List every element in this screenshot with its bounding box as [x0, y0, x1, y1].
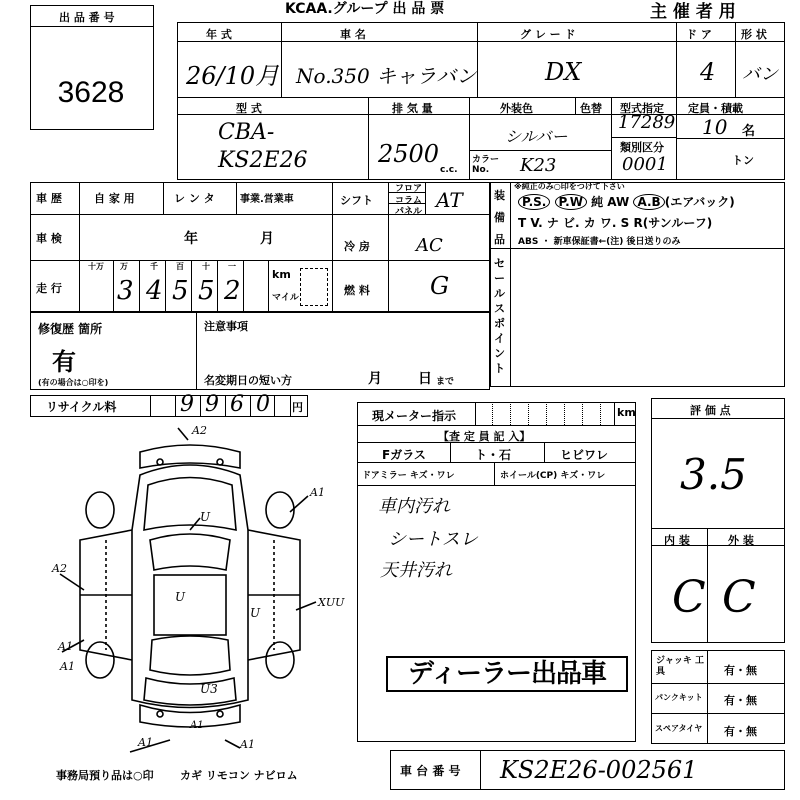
color-change-label: 色替	[580, 102, 602, 115]
hood	[144, 478, 236, 531]
ac-label: 冷 房	[344, 240, 370, 253]
shift-label: シフト	[340, 194, 373, 207]
office-note: 事務局預り品は○印	[56, 769, 154, 782]
exterior-label: 外 装	[728, 534, 754, 547]
color-value: シルバー	[505, 127, 568, 146]
mileage-digit-5: 5	[198, 276, 215, 306]
evaluation-label: 評 価 点	[690, 404, 731, 417]
mirror-label: ドアミラー キズ・ワレ	[362, 471, 455, 481]
repair-note: (有の場合は○印を)	[38, 378, 109, 387]
crack-label: ヒビワレ	[560, 448, 609, 462]
capacity-unit: 名	[742, 124, 756, 139]
tool-jack-value[interactable]: 有・無	[724, 664, 757, 677]
short-until: まで	[436, 377, 455, 387]
displacement-value: 2500	[378, 140, 440, 168]
car-body-outline	[132, 465, 248, 708]
damage-mark-front-right: A1	[310, 486, 325, 499]
wheel-label: ホイール(CP) キズ・ワレ	[500, 471, 606, 481]
roof	[154, 575, 226, 635]
designation-value: 17289	[618, 112, 676, 133]
body-value: バン	[742, 64, 778, 85]
mileage-digit-2: 3	[117, 276, 134, 306]
opt-ps[interactable]: P.S.	[518, 194, 550, 210]
opt-ab[interactable]: A.B	[633, 194, 664, 210]
mileage-digit-6: 2	[224, 276, 241, 306]
exterior-value: C	[722, 572, 756, 623]
left-side	[80, 530, 132, 660]
mile-label: マイル	[272, 293, 299, 303]
damage-mark-rear-window: A1	[190, 720, 204, 731]
org-title: KCAA.グループ 出 品 票	[285, 1, 445, 17]
tool-jack-label: ジャッキ 工 具	[656, 656, 704, 677]
model-value: No.350 キャラバン	[296, 64, 477, 88]
grade-value: DX	[545, 58, 582, 86]
equipment-side-label: 装 備 品	[494, 189, 505, 246]
shaken-label: 車 検	[36, 232, 62, 245]
equipment-row3: ABS ・ 新車保証書←(注) 後日送りのみ	[518, 237, 681, 247]
mileage-unit-1k: 千	[150, 262, 158, 271]
right-side	[248, 530, 300, 660]
damage-mark-rear-right: A1	[240, 738, 255, 751]
mileage-unit-10k: 万	[120, 262, 128, 271]
grade-label: グ レ ー ド	[520, 28, 576, 41]
opt-private[interactable]: 自 家 用	[94, 192, 135, 205]
color-no-value: K23	[520, 155, 557, 176]
damage-mark-rear-left: A1	[138, 736, 153, 749]
recycle-digit-2: 9	[180, 392, 194, 417]
capacity-value: 10	[702, 115, 728, 139]
evaluation-score: 3.5	[680, 450, 747, 499]
history-label: 車 歴	[36, 192, 62, 205]
mileage-unit-100k: 十万	[88, 262, 104, 271]
year-value: 26/10月	[186, 62, 280, 90]
wheel-front-right	[266, 492, 294, 528]
type-label: 型 式	[236, 102, 262, 115]
shift-panel[interactable]: パネル	[395, 207, 423, 217]
inspector-note-2: シートスレ	[388, 529, 478, 550]
shift-floor[interactable]: フロア	[395, 184, 423, 194]
recycle-digit-3: 9	[205, 392, 219, 417]
damage-mark-hood: U	[200, 510, 211, 524]
dealer-stamp: ディーラー出品車	[386, 656, 628, 692]
mileage-label: 走 行	[36, 282, 62, 295]
damage-mark-door: U	[250, 606, 261, 620]
trunk	[144, 678, 236, 705]
model-label: 車 名	[340, 28, 366, 41]
recycle-digit-4: 6	[230, 392, 244, 417]
organizer-label: 主 催 者 用	[650, 2, 736, 22]
recycle-unit: 円	[292, 401, 303, 414]
glass-label: Fガラス	[382, 448, 426, 462]
inspector-note-1: 車内汚れ	[378, 496, 450, 517]
doors-value: 4	[700, 58, 716, 86]
tool-kit-value[interactable]: 有・無	[724, 694, 757, 707]
recycle-label: リサイクル料	[46, 400, 117, 414]
equipment-row1	[518, 193, 735, 210]
ac-value: AC	[416, 235, 443, 256]
doors-label: ド ア	[686, 28, 712, 41]
wheel-rear-left	[86, 642, 114, 678]
repair-label: 修復歴 箇所	[38, 322, 103, 336]
fuel-label: 燃 料	[344, 284, 370, 297]
mileage-unit-1: 一	[228, 262, 236, 271]
office-items: カギ リモコン ナビロム	[180, 769, 298, 782]
damage-mark-roof: U	[175, 590, 186, 604]
front-bumper	[140, 445, 240, 468]
opt-aw[interactable]: 純 AW	[591, 195, 630, 209]
mileage-unit-100: 百	[176, 262, 184, 271]
lot-number-label: 出 品 番 号	[59, 11, 115, 24]
type-value-1: CBA-	[218, 120, 275, 145]
tool-kit-label: パンクキット	[655, 693, 703, 702]
recycle-digit-5: 0	[256, 392, 270, 417]
equipment-row2: T V. ナ ビ. カ ワ. S R(サンルーフ)	[518, 216, 713, 230]
lot-number-box	[30, 5, 154, 130]
damage-mark-left-lower: A1	[58, 640, 73, 653]
shift-value: AT	[436, 188, 463, 212]
type-value-2: KS2E26	[218, 148, 308, 173]
damage-mark-wheel: A1	[60, 660, 75, 673]
tool-spare-label: スペアタイヤ	[655, 724, 703, 733]
damage-mark-trunk: U3	[200, 682, 218, 696]
opt-rental[interactable]: レ ン タ	[174, 192, 215, 205]
repair-value: 有	[52, 348, 76, 376]
wheel-front-left	[86, 492, 114, 528]
stone-label: ト・石	[475, 448, 512, 462]
windshield	[150, 534, 230, 570]
category-label: 類別区分	[620, 141, 664, 154]
notes-label: 注意事項	[204, 320, 248, 333]
fuel-value: G	[430, 272, 450, 300]
mileage-digit-3: 4	[146, 276, 163, 306]
equipment-instruction: ※純正のみ○印をつけて下さい	[514, 182, 625, 191]
chassis-value: KS2E26-002561	[500, 756, 698, 784]
sales-point-label: セールスポイント	[494, 257, 505, 375]
designation-label: 型式指定	[620, 102, 664, 115]
lot-number-value: 3628	[57, 76, 125, 109]
shaken-year: 年	[184, 231, 198, 247]
damage-mark-left-upper: A2	[52, 562, 67, 575]
shift-column[interactable]: コラム	[395, 196, 422, 206]
mile-box	[300, 268, 328, 306]
damage-mark-right-side: XUU	[318, 596, 345, 609]
meter-label: 現メーター指示	[372, 409, 457, 423]
inspector-note-3: 天井汚れ	[380, 560, 452, 581]
interior-label: 内 装	[664, 534, 690, 547]
meter-unit: km	[617, 406, 636, 419]
equipment-box	[490, 182, 785, 387]
color-no-label: カラー No.	[472, 155, 500, 175]
mileage-digit-4: 5	[172, 276, 189, 306]
short-month: 月	[368, 371, 382, 387]
body-label: 形 状	[741, 28, 767, 41]
displacement-label: 排 気 量	[392, 102, 433, 115]
year-label: 年 式	[206, 28, 232, 41]
category-value: 0001	[622, 154, 668, 175]
rear-window	[150, 636, 230, 675]
shaken-month: 月	[260, 231, 274, 247]
short-date-label: 名変期日の短い方	[204, 374, 292, 387]
color-label: 外装色	[500, 102, 533, 115]
capacity-label: 定員・積載	[688, 102, 743, 115]
opt-pw[interactable]: P.W	[555, 194, 587, 210]
inspector-header: 【査 定 員 記 入】	[438, 430, 531, 443]
short-day: 日	[418, 371, 432, 387]
opt-business[interactable]: 事業.営業車	[240, 194, 294, 205]
interior-value: C	[672, 572, 706, 623]
load-unit: トン	[732, 154, 754, 167]
displacement-unit: c.c.	[440, 165, 458, 175]
chassis-label: 車 台 番 号	[400, 764, 461, 778]
km-label: km	[272, 268, 291, 281]
opt-ab-note: (エアバック)	[664, 195, 735, 209]
mileage-unit-10: 十	[202, 262, 210, 271]
damage-mark-top: A2	[192, 424, 207, 437]
wheel-rear-right	[266, 642, 294, 678]
tool-spare-value[interactable]: 有・無	[724, 725, 757, 738]
